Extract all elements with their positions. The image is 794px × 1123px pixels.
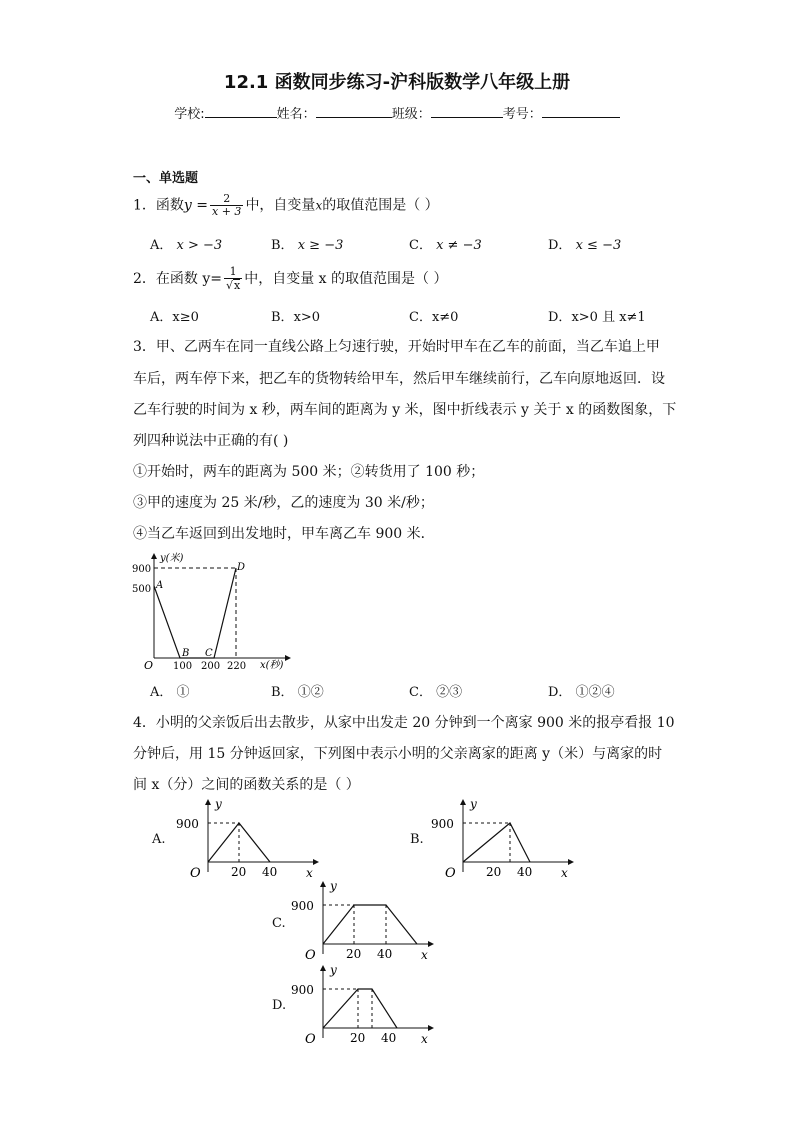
option-text: x≠0 <box>431 310 459 325</box>
q3-line-6: ③甲的速度为 25 米/秒，乙的速度为 30 米/秒； <box>133 495 434 511</box>
option-text: x≥0 <box>172 310 199 325</box>
question-2 <box>133 266 447 292</box>
q1-y-eq: y = <box>183 197 209 214</box>
point-c-label: C <box>205 648 213 659</box>
q4-graph-c[interactable] <box>285 878 435 962</box>
q1-denominator: x + 3 <box>212 205 242 218</box>
q3-line-5: ①开始时，两车的距离为 500 米；②转货用了 100 秒； <box>133 464 485 480</box>
q4-graph-a[interactable] <box>170 796 320 880</box>
q3-option-a[interactable] <box>150 681 190 700</box>
q1-option-d[interactable] <box>548 234 621 253</box>
page-title: 12.1 函数同步练习-沪科版数学八年级上册 <box>223 72 571 93</box>
option-letter: D． <box>548 310 572 325</box>
option-letter: A． <box>150 685 173 700</box>
x-tick-20: 20 <box>231 865 247 879</box>
q1-option-a[interactable] <box>150 234 222 253</box>
y-label: y <box>330 879 337 893</box>
graph-line <box>323 989 397 1028</box>
origin: O <box>445 866 456 880</box>
name-label: 姓名： <box>276 107 316 122</box>
x-tick-40: 40 <box>377 947 393 961</box>
section-title: 一、单选题 <box>133 171 199 186</box>
q1-fraction <box>210 193 243 218</box>
q1-prefix: 1．函数 <box>133 197 184 214</box>
x-tick-100: 100 <box>173 661 193 672</box>
origin: O <box>190 866 201 880</box>
x-label: x <box>421 948 428 962</box>
option-text: x>0 且 x≠1 <box>571 310 646 325</box>
option-text: x ≥ −3 <box>297 238 344 253</box>
y-tick-500: 500 <box>132 584 152 595</box>
y-axis-label: y(米) <box>160 553 184 564</box>
graph-line <box>463 823 530 862</box>
q1-var: x <box>315 198 323 213</box>
x-tick-20: 20 <box>486 865 502 879</box>
q4-option-d-letter[interactable]: D. <box>272 998 287 1013</box>
graph-line <box>323 905 417 944</box>
q1-option-c[interactable] <box>409 234 482 253</box>
option-text: x ≤ −3 <box>575 238 622 253</box>
y-tick: 900 <box>291 983 314 997</box>
option-text: ① <box>176 685 190 700</box>
option-text: ①② <box>297 685 324 700</box>
q4-graph-b[interactable] <box>425 796 575 880</box>
origin-label: O <box>144 659 154 672</box>
q1-numerator: 2 <box>223 192 231 205</box>
point-b-label: B <box>182 648 190 659</box>
option-letter: B． <box>271 238 294 253</box>
y-tick-900: 900 <box>132 564 152 575</box>
question-1 <box>133 193 439 218</box>
q2-radicand: x <box>234 279 241 292</box>
exam-no-label: 考号： <box>502 107 542 122</box>
x-tick-40: 40 <box>517 865 533 879</box>
q2-option-b[interactable] <box>271 306 320 325</box>
q2-option-a[interactable] <box>150 306 199 325</box>
y-tick: 900 <box>431 817 454 831</box>
name-blank[interactable] <box>316 105 392 118</box>
x-axis-label: x(秒) <box>260 660 284 671</box>
option-letter: C． <box>409 310 432 325</box>
y-tick: 900 <box>176 817 199 831</box>
exam-no-blank[interactable] <box>542 105 620 118</box>
option-letter: D． <box>548 685 572 700</box>
x-tick-20: 20 <box>346 947 362 961</box>
option-letter: A． <box>150 310 173 325</box>
x-label: x <box>306 866 313 880</box>
origin: O <box>305 948 316 962</box>
q3-line-1: 3．甲、乙两车在同一直线公路上匀速行驶，开始时甲车在乙车的前面，当乙车追上甲 <box>133 339 660 355</box>
q4-option-a-letter[interactable]: A. <box>152 832 166 847</box>
y-label: y <box>215 797 222 811</box>
q2-option-c[interactable] <box>409 306 458 325</box>
option-letter: B． <box>271 310 294 325</box>
q1-option-b[interactable] <box>271 234 343 253</box>
option-letter: A． <box>150 238 173 253</box>
q2-denominator: √x <box>226 279 241 292</box>
option-letter: D． <box>548 238 572 253</box>
q4-line-3: 间 x（分）之间的函数关系的是（ ） <box>133 777 360 793</box>
q3-graph <box>130 548 300 673</box>
q3-polyline <box>154 568 236 658</box>
option-text: x>0 <box>293 310 321 325</box>
q4-line-1: 4．小明的父亲饭后出去散步，从家中出发走 20 分钟到一个离家 900 米的报亭看报 10 <box>133 715 675 731</box>
q3-option-b[interactable] <box>271 681 324 700</box>
q4-line-2: 分钟后，用 15 分钟返回家，下列图中表示小明的父亲离家的距离 y（米）与离家的时 <box>133 746 663 762</box>
q2-suffix: 中，自变量 x 的取值范围是（ ） <box>244 271 448 287</box>
q3-line-3: 乙车行驶的时间为 x 秒，两车间的距离为 y 米，图中折线表示 y 关于 x 的函数图象，下 <box>133 402 677 418</box>
q4-graph-d[interactable] <box>285 962 435 1046</box>
q3-line-7: ④当乙车返回到出发地时，甲车离乙车 900 米． <box>133 526 435 542</box>
x-tick-20: 20 <box>350 1031 366 1045</box>
option-text: ②③ <box>436 685 463 700</box>
class-blank[interactable] <box>431 105 503 118</box>
q2-option-d[interactable] <box>548 306 646 325</box>
x-tick-40: 40 <box>381 1031 397 1045</box>
option-letter: C． <box>409 238 432 253</box>
school-label: 学校: <box>174 107 205 122</box>
x-tick-200: 200 <box>201 661 221 672</box>
x-tick-220: 220 <box>227 661 247 672</box>
student-info-line <box>0 103 794 122</box>
y-label: y <box>470 797 477 811</box>
q2-prefix: 2．在函数 y= <box>133 271 222 287</box>
q3-option-d[interactable] <box>548 681 615 700</box>
point-a-label: A <box>156 580 164 591</box>
option-letter: B． <box>271 685 294 700</box>
q2-fraction <box>224 266 242 292</box>
school-blank[interactable] <box>205 105 277 118</box>
option-text: ①②④ <box>575 685 615 700</box>
q4-option-b-letter[interactable]: B. <box>410 832 424 847</box>
q2-numerator: 1 <box>229 265 237 278</box>
class-label: 班级： <box>391 107 431 122</box>
option-text: x > −3 <box>176 238 223 253</box>
y-label: y <box>330 963 337 977</box>
y-tick: 900 <box>291 899 314 913</box>
q3-line-2: 车后，两车停下来，把乙车的货物转给甲车，然后甲车继续前行，乙车向原地返回．设 <box>133 371 665 387</box>
option-letter: C． <box>409 685 432 700</box>
q4-option-c-letter[interactable]: C. <box>272 916 286 931</box>
q3-option-c[interactable] <box>409 681 462 700</box>
origin: O <box>305 1032 316 1046</box>
q1-suffix-a: 中，自变量 <box>245 197 316 214</box>
q1-suffix-b: 的取值范围是（ ） <box>322 197 439 214</box>
x-tick-40: 40 <box>262 865 278 879</box>
q3-line-4: 列四种说法中正确的有( ) <box>133 433 289 449</box>
option-text: x ≠ −3 <box>436 238 482 253</box>
point-d-label: D <box>237 562 246 573</box>
x-label: x <box>561 866 568 880</box>
x-label: x <box>421 1032 428 1046</box>
